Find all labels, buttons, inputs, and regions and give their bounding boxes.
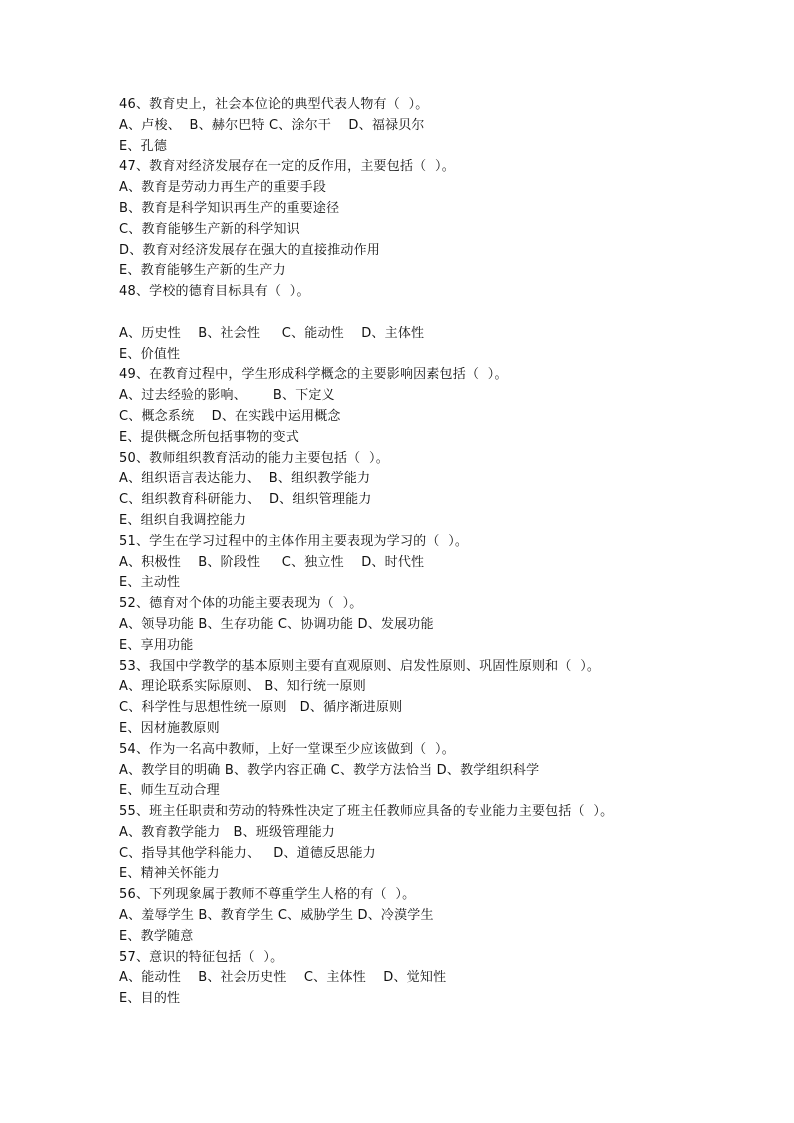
question-56-options: A、羞辱学生 B、教育学生 C、威胁学生 D、冷漠学生	[119, 908, 434, 924]
question-54-stem: 54、作为一名高中教师，上好一堂课至少应该做到（ ）。	[119, 741, 455, 757]
question-51-options: A、积极性 B、阶段性 C、独立性 D、时代性	[119, 554, 425, 570]
question-47-option-c: C、教育能够生产新的科学知识	[119, 221, 300, 237]
question-52-option-e: E、享用功能	[119, 637, 194, 653]
question-49-option-e: E、提供概念所包括事物的变式	[119, 429, 300, 445]
question-46-options: A、卢梭、 B、赫尔巴特 C、涂尔干 D、福禄贝尔	[119, 117, 425, 133]
question-53-options-ab: A、理论联系实际原则、 B、知行统一原则	[119, 679, 366, 695]
question-49-stem: 49、在教育过程中，学生形成科学概念的主要影响因素包括（ ）。	[119, 367, 508, 383]
question-55-options-ab: A、教育教学能力 B、班级管理能力	[119, 824, 336, 840]
question-49-options-ab: A、过去经验的影响、 B、下定义	[119, 388, 335, 404]
question-46-stem: 46、教育史上，社会本位论的典型代表人物有（ ）。	[119, 97, 429, 112]
question-51-option-e: E、主动性	[119, 575, 181, 591]
question-54-option-e: E、师生互动合理	[119, 783, 220, 799]
question-55-option-e: E、精神关怀能力	[119, 866, 220, 882]
question-49-options-cd: C、概念系统 D、在实践中运用概念	[119, 408, 341, 424]
document-body	[119, 95, 679, 1010]
question-48-stem: 48、学校的德育目标具有（ ）。	[119, 284, 310, 300]
question-57-option-e: E、目的性	[119, 991, 181, 1007]
question-56-option-e: E、教学随意	[119, 928, 194, 944]
blank-line	[119, 303, 679, 324]
question-47-stem: 47、教育对经济发展存在一定的反作用，主要包括（ ）。	[119, 159, 455, 175]
question-46-option-e: E、孔德	[119, 138, 168, 154]
question-47-option-e: E、教育能够生产新的生产力	[119, 263, 286, 279]
question-47-option-d: D、教育对经济发展存在强大的直接推动作用	[119, 242, 381, 258]
question-53-option-e: E、因材施教原则	[119, 720, 220, 736]
question-48-option-e: E、价值性	[119, 346, 181, 362]
question-48-options: A、历史性 B、社会性 C、能动性 D、主体性	[119, 325, 425, 341]
question-47-option-a: A、教育是劳动力再生产的重要手段	[119, 180, 327, 196]
question-47-option-b: B、教育是科学知识再生产的重要途径	[119, 200, 340, 216]
question-51-stem: 51、学生在学习过程中的主体作用主要表现为学习的（ ）。	[119, 533, 469, 549]
question-52-options: A、领导功能 B、生存功能 C、协调功能 D、发展功能	[119, 616, 434, 632]
question-54-options: A、教学目的明确 B、教学内容正确 C、教学方法恰当 D、教学组织科学	[119, 762, 540, 778]
question-50-options-ab: A、组织语言表达能力、 B、组织教学能力	[119, 471, 371, 487]
question-53-options-cd: C、科学性与思想性统一原则 D、循序渐进原则	[119, 700, 403, 716]
question-56-stem: 56、下列现象属于教师不尊重学生人格的有（ ）。	[119, 887, 416, 903]
question-53-stem: 53、我国中学教学的基本原则主要有直观原则、启发性原则、巩固性原则和（ ）。	[119, 658, 601, 674]
question-55-options-cd: C、指导其他学科能力、 D、道德反思能力	[119, 845, 376, 861]
question-55-stem: 55、班主任职责和劳动的特殊性决定了班主任教师应具备的专业能力主要包括（ ）。	[119, 804, 614, 820]
question-50-options-cd: C、组织教育科研能力、 D、组织管理能力	[119, 492, 372, 508]
question-52-stem: 52、德育对个体的功能主要表现为（ ）。	[119, 596, 363, 612]
question-50-stem: 50、教师组织教育活动的能力主要包括（ ）。	[119, 450, 389, 466]
question-57-options: A、能动性 B、社会历史性 C、主体性 D、觉知性	[119, 970, 447, 986]
question-50-option-e: E、组织自我调控能力	[119, 512, 247, 528]
question-57-stem: 57、意识的特征包括（ ）。	[119, 949, 284, 965]
